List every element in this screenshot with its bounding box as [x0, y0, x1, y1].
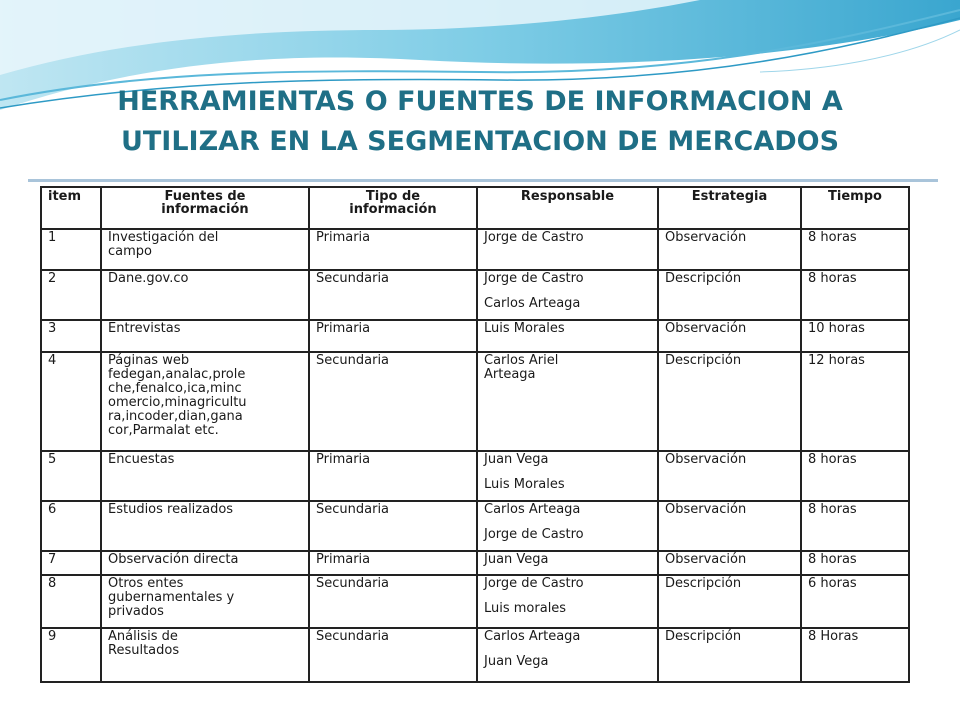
table-row [41, 451, 909, 501]
cell-responsable [477, 320, 658, 352]
cell-tiempo: 10 horas [801, 320, 909, 352]
cell-fuentes: Encuestas [101, 451, 309, 501]
cell-responsable [477, 551, 658, 575]
cell-item: 8 [41, 575, 101, 628]
responsable-1: Luis Morales [484, 321, 565, 336]
cell-tipo: Secundaria [309, 575, 477, 628]
table-sheet [28, 183, 928, 683]
header-tiempo: Tiempo [801, 187, 909, 229]
cell-tiempo: 12 horas [801, 352, 909, 451]
cell-tipo: Primaria [309, 229, 477, 270]
cell-item: 9 [41, 628, 101, 682]
cell-estrategia: Observación [658, 229, 801, 270]
cell-estrategia: Observación [658, 501, 801, 551]
responsable-1: Jorge de Castro [484, 271, 584, 286]
responsable-1: Carlos Arteaga [484, 502, 581, 517]
cell-tipo: Secundaria [309, 270, 477, 320]
title-line-1: HERRAMIENTAS O FUENTES DE INFORMACION A [117, 86, 843, 117]
cell-responsable [477, 451, 658, 501]
cell-item: 5 [41, 451, 101, 501]
cell-responsable [477, 575, 658, 628]
cell-tiempo: 8 horas [801, 270, 909, 320]
responsable-1: Carlos Ariel Arteaga [484, 353, 559, 382]
cell-tiempo: 8 horas [801, 501, 909, 551]
cell-tiempo: 8 Horas [801, 628, 909, 682]
cell-estrategia: Observación [658, 451, 801, 501]
header-item: item [41, 187, 101, 229]
cell-item: 3 [41, 320, 101, 352]
cell-tipo: Primaria [309, 320, 477, 352]
cell-fuentes: Estudios realizados [101, 501, 309, 551]
table-row [41, 352, 909, 451]
page-title [0, 82, 960, 162]
sources-table [40, 186, 910, 683]
table-row [41, 229, 909, 270]
cell-tipo: Secundaria [309, 628, 477, 682]
cell-item: 1 [41, 229, 101, 270]
table-header-row [41, 187, 909, 229]
responsable-2: Juan Vega [484, 654, 549, 669]
cell-estrategia: Descripción [658, 575, 801, 628]
responsable-2: Luis morales [484, 601, 567, 616]
cell-tipo: Primaria [309, 451, 477, 501]
title-line-2: UTILIZAR EN LA SEGMENTACION DE MERCADOS [120, 126, 840, 157]
responsable-1: Juan Vega [484, 452, 549, 467]
cell-item: 6 [41, 501, 101, 551]
cell-responsable [477, 229, 658, 270]
responsable-1: Juan Vega [484, 552, 549, 567]
cell-estrategia: Observación [658, 320, 801, 352]
cell-fuentes: Entrevistas [101, 320, 309, 352]
cell-item: 7 [41, 551, 101, 575]
cell-fuentes: Observación directa [101, 551, 309, 575]
cell-fuentes: Otros entes gubernamentales y privados [101, 575, 309, 628]
responsable-1: Carlos Arteaga [484, 629, 581, 644]
header-tipo: Tipo de información [309, 187, 477, 229]
table-row [41, 270, 909, 320]
ruler-bar [28, 179, 938, 182]
cell-responsable [477, 352, 658, 451]
table-row [41, 575, 909, 628]
cell-estrategia: Descripción [658, 352, 801, 451]
responsable-1: Jorge de Castro [484, 576, 584, 591]
cell-tipo: Secundaria [309, 501, 477, 551]
cell-responsable [477, 628, 658, 682]
table-row [41, 551, 909, 575]
responsable-2: Luis Morales [484, 477, 565, 492]
cell-fuentes: Páginas web fedegan,analac,prole che,fenalco,ica,minc omercio,minagricultu ra,incoder,dian,gana cor,Parmalat etc. [101, 352, 309, 451]
responsable-1: Jorge de Castro [484, 230, 584, 245]
cell-responsable [477, 501, 658, 551]
cell-fuentes: Análisis de Resultados [101, 628, 309, 682]
cell-fuentes: Dane.gov.co [101, 270, 309, 320]
cell-tipo: Primaria [309, 551, 477, 575]
cell-item: 4 [41, 352, 101, 451]
table-row [41, 628, 909, 682]
cell-tiempo: 8 horas [801, 229, 909, 270]
header-estrategia: Estrategia [658, 187, 801, 229]
table-row [41, 501, 909, 551]
cell-tiempo: 8 horas [801, 451, 909, 501]
table-row [41, 320, 909, 352]
cell-tipo: Secundaria [309, 352, 477, 451]
responsable-2: Jorge de Castro [484, 527, 584, 542]
cell-tiempo: 6 horas [801, 575, 909, 628]
cell-responsable [477, 270, 658, 320]
cell-item: 2 [41, 270, 101, 320]
header-responsable: Responsable [477, 187, 658, 229]
header-fuentes: Fuentes de información [101, 187, 309, 229]
cell-estrategia: Descripción [658, 270, 801, 320]
responsable-2: Carlos Arteaga [484, 296, 581, 311]
cell-fuentes: Investigación del campo [101, 229, 309, 270]
cell-tiempo: 8 horas [801, 551, 909, 575]
cell-estrategia: Descripción [658, 628, 801, 682]
cell-estrategia: Observación [658, 551, 801, 575]
